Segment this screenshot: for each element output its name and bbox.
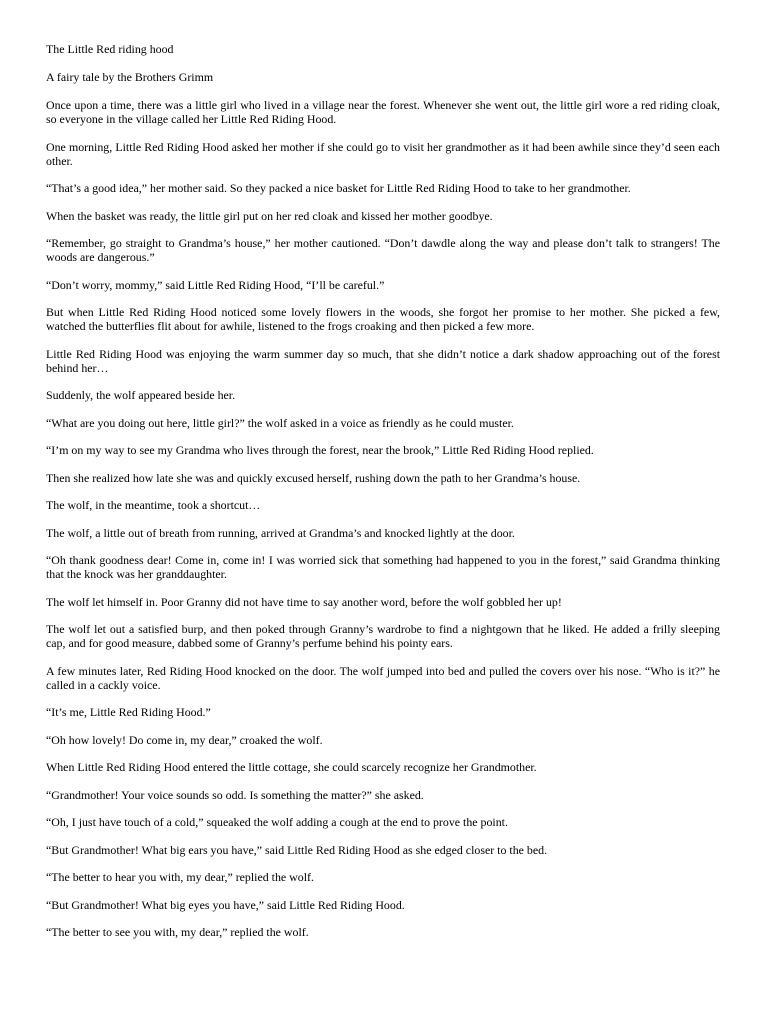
story-paragraph: “Oh how lovely! Do come in, my dear,” croaked the wolf. xyxy=(46,732,323,747)
story-paragraph: One morning, Little Red Riding Hood asked her mother if she could go to visit her grandmother as it had been awhile since they’d seen each other. xyxy=(46,139,720,168)
story-paragraph: “The better to see you with, my dear,” replied the wolf. xyxy=(46,925,309,939)
story-paragraph: When Little Red Riding Hood entered the little cottage, she could scarcely recognize her Grandmother. xyxy=(46,760,537,774)
story-paragraph: “The better to hear you with, my dear,” replied the wolf. xyxy=(46,870,314,884)
story-paragraph: “But Grandmother! What big ears you have,” said Little Red Riding Hood as she edged closer to the bed. xyxy=(46,842,548,857)
document-title: The Little Red riding hood xyxy=(46,42,174,56)
story-paragraph: “Oh, I just have touch of a cold,” squeaked the wolf adding a cough at the end to prove the point. xyxy=(46,815,508,829)
story-paragraph: The wolf, in the meantime, took a shortcut… xyxy=(46,498,261,512)
story-paragraph: When the basket was ready, the little girl put on her red cloak and kissed her mother goodbye. xyxy=(46,208,493,223)
story-paragraph: “I’m on my way to see my Grandma who lives through the forest, near the brook,” Little Red Riding Hood replied. xyxy=(46,443,594,457)
story-paragraph: “That’s a good idea,” her mother said. So they packed a nice basket for Little Red Riding Hood to take to her grandmother. xyxy=(46,181,631,195)
story-paragraph: But when Little Red Riding Hood noticed some lovely flowers in the woods, she forgot her promise to her mother. She picked a few, watched the butterflies flit about for awhile, listened to the frogs croaking and then picked a few more. xyxy=(46,305,720,333)
story-paragraph: Then she realized how late she was and quickly excused herself, rushing down the path to her Grandma’s house. xyxy=(46,470,581,485)
story-paragraph: The wolf let himself in. Poor Granny did not have time to say another word, before the wolf gobbled her up! xyxy=(46,594,562,609)
story-paragraph: “Oh thank goodness dear! Come in, come in! I was worried sick that something had happened to you in the forest,” said Grandma thinking that the knock was her granddaughter. xyxy=(46,553,720,581)
story-paragraph: Little Red Riding Hood was enjoying the warm summer day so much, that she didn’t notice a dark shadow approaching out of the forest behind her… xyxy=(46,346,720,375)
story-paragraph: The wolf let out a satisfied burp, and then poked through Granny’s wardrobe to find a nightgown that he liked. He added a frilly sleeping cap, and for good measure, dabbed some of Granny’s perfume behind his pointy ears. xyxy=(46,622,720,650)
story-paragraph: The wolf, a little out of breath from running, arrived at Grandma’s and knocked lightly at the door. xyxy=(46,525,515,540)
story-paragraph: Suddenly, the wolf appeared beside her. xyxy=(46,388,236,402)
story-paragraph: Once upon a time, there was a little girl who lived in a village near the forest. Whenever she went out, the little girl wore a red riding cloak, so everyone in the village called her Little Red Riding Hood. xyxy=(46,98,720,126)
story-paragraph: “What are you doing out here, little girl?” the wolf asked in a voice as friendly as he could muster. xyxy=(46,415,514,430)
story-paragraph: “Remember, go straight to Grandma’s house,” her mother cautioned. “Don’t dawdle along the way and please don’t talk to strangers! The woods are dangerous.” xyxy=(46,236,720,264)
document-subtitle: A fairy tale by the Brothers Grimm xyxy=(46,70,214,84)
story-paragraph: “Don’t worry, mommy,” said Little Red Riding Hood, “I’ll be careful.” xyxy=(46,277,385,292)
story-paragraph: A few minutes later, Red Riding Hood knocked on the door. The wolf jumped into bed and pulled the covers over his nose. “Who is it?” he called in a cackly voice. xyxy=(46,663,720,692)
story-paragraph: “Grandmother! Your voice sounds so odd. Is something the matter?” she asked. xyxy=(46,787,424,802)
story-paragraph: “But Grandmother! What big eyes you have,” said Little Red Riding Hood. xyxy=(46,897,405,912)
story-paragraph: “It’s me, Little Red Riding Hood.” xyxy=(46,705,211,719)
